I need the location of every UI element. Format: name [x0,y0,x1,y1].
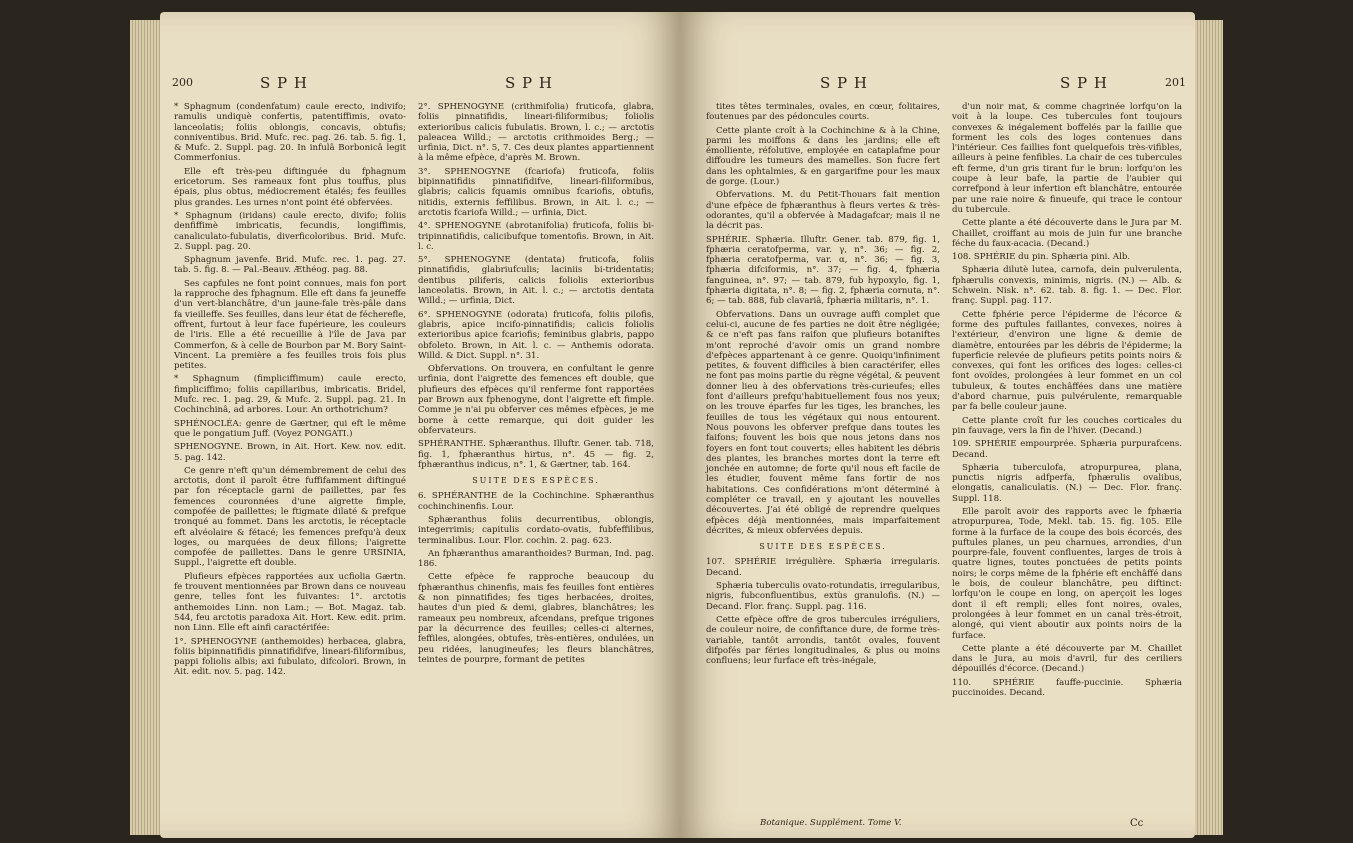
right-column-1 [706,102,940,669]
paragraph: Cette plante a été découverte dans le Jura par M. Chaillet, croiffant au mois de juin fur une branche féche du faux-acacia. (Decand.) [952,218,1182,249]
paragraph: * Sphagnum (iridans) caule erecto, divifo; foliis denfiffimè imbricatis, fecundis, longiffimis, canaliculato-fubulatis, diverficoloribus. Brid. Mufc. 2. Suppl. pag. 20. [174,210,406,252]
left-column-2 [418,102,654,668]
paragraph: Sphæria tuberculofa, atropurpurea, plana, punctis nigris adfperfa, fphærulis ovalibus, elongatis, canaliculatis. (N.) — Dec. Flor. franç. Suppl. 118. [952,462,1182,504]
paragraph: 108. SPHÉRIE du pin. Sphæria pini. Alb. [952,252,1131,263]
paragraph: Cette plante croît fur les couches corticales du pin fauvage, vers la fin de l'hiver. (Decand.) [952,415,1182,436]
paragraph: 2°. SPHENOGYNE (crithmifolia) fruticofa, glabra, foliis pinnatifidis, lineari-filiformibus; foliolis exterioribus calicis fubulatis. Brown, l. c.; — arctotis paleacea Willd.; — arctotis crithmoides Berg.; — urfinia, Dict. n°. 5, 7. Ces deux plantes appartiennent à la même efpèce, d'après M. Brown. [418,102,654,164]
paragraph: * Sphagnum (fimpliciffimum) caule erecto, fimpliciffimo; foliis capillaribus, imbricatis. Bridel, Mufc. rec. 1. pag. 29, & Mufc. 2. Suppl. pag. 21. In Cochinchinâ, ad arbores. Lour. An orthotrichum? [174,374,406,416]
signature-mark: Cc [1130,818,1144,829]
left-page-edges [130,20,160,835]
running-head-left-col1: S P H [260,74,308,92]
page-footer: Botanique. Supplément. Tome V. [760,818,902,828]
paragraph: 3°. SPHENOGYNE (fcariofa) fruticofa, foliis bipinnatifidis pinnatifidifve, lineari-filiformibus, glabris; calicis fquamis omnibus fcariofis, obtufis, nitidis, externis feffilibus. Brown, in Ait. l. c.; — arctotis fcariofa Willd.; — urfinia, Dict. [418,166,654,218]
paragraph: Elle paroît avoir des rapports avec le fphæria atropurpurea, Tode, Mekl. tab. 15. fig. 105. Elle forme à la furface de la coupe des bois écorcés, des puftules planes, un peu charnues, arrondies, d'un pourpre-fale, fouvent confluentes, larges de trois à quatre lignes, toutes ponctuées de petits points noirs; le corps même de la fphérie eft enchâffé dans le bois, de couleur blanchâtre, peu diftinct: lorfqu'on le coupe en long, on aperçoit les loges dont il eft rempli; elles font noires, ovales, prolongées à leur fommet en un canal très-étroit, alongé, qui vient aboutir aux points noirs de la furface. [952,506,1182,641]
paragraph: 6°. SPHENOGYNE (odorata) fruticofa, foliis pilofis, glabris, apice incifo-pinnatifidis; calicis foliolis exterioribus apice fcariofis; feminibus glabris, pappo obfoleto. Brown, in Ait. l. c. — Anthemis odorata. Willd. & Dict. Suppl. n°. 31. [418,309,654,361]
paragraph: 1°. SPHENOGYNE (anthemoides) herbacea, glabra, foliis bipinnatifidis pinnatifidifve, lineari-filiformibus, pappi foliolis albis; axi fubulato, difcolori. Brown, in Ait. edit. nov. 5. pag. 142. [174,636,406,678]
paragraph: Sphagnum javenfe. Brid. Mufc. rec. 1. pag. 27. tab. 5. fig. 8. — Pal.-Beauv. Æthéog. pag. 88. [174,255,406,276]
paragraph: SPHÉRANTHE. Sphæranthus. Illuftr. Gener. tab. 718, fig. 1, fphæranthus hirtus, n°. 45 — fig. 2, fphæranthus indicus, n°. 1, & Gærtner, tab. 164. [418,439,654,470]
page-number-left: 200 [172,76,193,89]
paragraph: Cette efpèce offre de gros tubercules irréguliers, de couleur noire, de confiftance dure, de forme très-variable, tantôt arrondis, tantôt ovales, fouvent difpofés par féries longitudinales, & plus ou moins confluens; leur furface eft très-inégale, [706,614,940,667]
paragraph: Sphæria tuberculis ovato-rotundatis, irregularibus, nigris, fubconfluentibus, extùs granulofis. (N.) — Decand. Flor. franç. Suppl. pag. 116. [706,581,940,612]
paragraph: Sphæranthus foliis decurrentibus, oblongis, integerrimis; capitulis cordato-ovatis, fubfeffilibus, terminalibus. Lour. Flor. cochin. 2. pag. 623. [418,514,654,546]
paragraph: 6. SPHÉRANTHE de la Cochinchine. Sphæranthus cochinchinenfis. Lour. [418,491,654,512]
paragraph: SUITE DES ESPÈCES. [472,476,600,486]
paragraph: Obfervations. M. du Petit-Thouars fait mention d'une efpèce de fphæranthus à fleurs vertes & très-odorantes, qu'il a obfervée à Madagafcar; mais il ne la décrit pas. [706,190,940,232]
paragraph: SPHÉNOCLÉA: genre de Gærtner, qui eft le même que le pongatium Juff. (Voyez PONGATI.) [174,418,406,439]
paragraph: Cette efpèce fe rapproche beaucoup du fphæranthus chinenfis, mais fes feuilles font entières & non pinnatifides; fes tiges herbacées, droites, hautes d'un pied & demi, glabres, blanchâtres; les rameaux peu nombreux, afcendans, prefque trigones par la décurrence des feuilles; celles-ci alternes, feffiles, alongées, obtufes, très-entières, ondulées, un peu ridées, lanugineufes; les fleurs blanchâtres, teintes de pourpre, formant de petites [418,572,654,665]
paragraph: Ce genre n'eft qu'un démembrement de celui des arctotis, dont il paroît être fuffifamment diftingué par fon réceptacle garni de paillettes, par fes femences couronnées d'une aigrette fimple, compofée de paillettes; le ftigmate dilaté & prefque tronqué au fommet. Dans les arctotis, le réceptacle eft alvéolaire & fétacé; les femences prefqu'à deux loges, ou marquées de deux fillons; l'aigrette compofée de paillettes. Dans le genre URSINIA, Suppl., l'aigrette eft double. [174,465,406,569]
paragraph: Cette plante a été découverte par M. Chaillet dans le Jura, au mois d'avril, fur des ceriliers dépouillés d'écorce. (Decand.) [952,643,1182,675]
paragraph: d'un noir mat, & comme chagrinée lorfqu'on la voit à la loupe. Ces tubercules font toujours convexes & inégalement boffelés par la faillie que forment les cols des loges contenues dans l'intérieur. Ces faillies font quelquefois très-vifibles, ailleurs à peine fenfibles. La chair de ces tubercules eft ferme, d'un gris tirant fur le brun: lorfqu'on les coupe à leur bafe, la partie de l'aubier qui correfpond à leur infertion eft blanchâtre, entourée par une raie noire & finueufe, qui trace le contour du tubercule. [952,102,1182,215]
left-page [160,12,680,838]
paragraph: Ses capfules ne font point connues, mais fon port la rapproche des fphagnum. Elle eft dans fa jeuneffe d'un vert-blanchâtre, d'un jaune-fale très-pâle dans fa vieilleffe. Ses feuilles, dans leur état de fécherefle, offrent, furtout à leur face fupérieure, les couleurs de l'iris. Elle a été recueillie à l'île de Java par Commerfon, & à celle de Bourbon par M. Bory Saint-Vincent. La première a fes feuilles trois fois plus petites. [174,278,406,372]
paragraph: An fphæranthus amaranthoides? Burman, Ind. pag. 186. [418,548,654,570]
running-head-right-col1: S P H [820,74,868,92]
paragraph: SUITE DES ESPÈCES. [759,542,887,552]
right-column-2 [952,102,1182,701]
left-column-1 [174,102,406,681]
paragraph: Obfervations. Dans un ouvrage auffi complet que celui-ci, aucune de fes parties ne doit être négligée; & ce n'eft pas fans raifon que plufieurs botaniftes m'ont reproché d'avoir omis un grand nombre d'efpèces appartenant à ce genre. Quoiqu'infiniment petites, & fouvent difficiles à bien caractérifer, elles ne font pas moins partie du règne végétal, & peuvent donner lieu à des obfervations très-curieufes; elles font d'ailleurs prefqu'habituellement fous nos yeux; on les trouve éparfes fur les tiges, les branches, les feuilles de tous les végétaux qui nous entourent. Nous pouvons les obferver prefque dans toutes les faifons; fouvent les bois que nous jetons dans nos foyers en font tout couverts; elles habitent les débris des plantes, les branches mortes dont la terre eft jonchée en automne; de forte qu'il nous eft facile de les étudier, fouvent même fans fortir de nos habitations. Ces confidérations m'ont déterminé à compléter ce travail, en y ajoutant les nouvelles découvertes. J'ai été obligé de reprendre quelques efpèces déjà mentionnées, mais imparfaitement décrites, & mieux obfervées depuis. [706,309,940,536]
right-page-edges [1195,20,1223,835]
paragraph: Plufieurs efpèces rapportées aux ucfiolia Gærtn. fe trouvent mentionnées par Brown dans ce nouveau genre, telles font les fuivantes: 1°. arctotis anthemoides Linn. non Lam.; — Bot. Magaz. tab. 544, feu arctotis paradoxa Ait. Hort. Kew. edit. prim. non Linn. Elle eft ainfi caractérifée: [174,571,406,634]
paragraph: 4°. SPHENOGYNE (abrotanifolia) fruticofa, foliis bi-tripinnatifidis, calicibufque tomentofis. Brown, in Ait. l. c. [418,221,654,252]
paragraph: 109. SPHÉRIE empourprée. Sphæria purpurafcens. Decand. [952,439,1182,460]
page-number-right: 201 [1165,76,1186,89]
paragraph: 110. SPHÉRIE fauffe-puccinie. Sphæria puccinoides. Decand. [952,677,1182,699]
paragraph: SPHÉRIE. Sphæria. Illuftr. Gener. tab. 879, fig. 1, fphæria ceratofperma, var. γ, n°. 36; — fig. 2, fphæria ceratofperma, var. α, n°. 36; — fig. 3, fphæria difciformis, n°. 37; — fig. 4, fphæria fanguinea, n°. 97; — tab. 879, fub hypoxylo, fig. 1, fphæria digitata, n°. 8; — fig. 2, fphæria cornuta, n°. 6; — tab. 888, fub clavariâ, fphæria militaris, n°. 1. [706,234,940,307]
running-head-left-col2: S P H [505,74,553,92]
paragraph: SPHENOGYNE. Brown, in Ait. Hort. Kew. nov. edit. 5. pag. 142. [174,442,406,463]
paragraph: Elle eft très-peu diftinguée du fphagnum ericetorum. Ses rameaux font plus touffus, plus épais, plus obtus, médiocrement étalés; fes feuilles plus grandes. Les urnes n'ont point été obfervées. [174,166,406,208]
paragraph: Cette plante croît à la Cochinchine & à la Chine, parmi les moiffons & dans les jardins; elle eft émolliente, réfolutive, employée en cataplafme pour diffoudre les tumeurs des mamelles. Son fucre fert dans les ophtalmies, & en gargarifme pour les maux de gorge. (Lour.) [706,125,940,188]
paragraph: 107. SPHÉRIE irrégulière. Sphæria irregularis. Decand. [706,557,940,578]
right-page [680,12,1195,838]
paragraph: tites têtes terminales, ovales, en cœur, folitaires, foutenues par des pédoncules courts. [706,102,940,123]
paragraph: 5°. SPHENOGYNE (dentata) fruticofa, foliis pinnatifidis, glabriufculis; laciniis bi-tridentatis; dentibus piliferis, calicis foliolis exterioribus lanceolatis. Brown, in Ait. l. c.; — arctotis dentata Willd.; — urfinia, Dict. [418,255,654,307]
paragraph: Sphæria dilutè lutea, carnofa, deìn pulverulenta, fphærulis convexis, minimis, nigris. (N.) — Alb. & Schwein. Nisk. n°. 62. tab. 8. fig. 1. — Dec. Flor. franç. Suppl. pag. 117. [952,265,1182,307]
paragraph: Obfervations. On trouvera, en confultant le genre urfinia, dont l'aigrette des femences eft double, que plufieurs des efpèces qu'il renferme font rapportées par Brown aux fphenogyne, dont l'aigrette eft fimple. Comme je n'ai pu obferver ces mêmes efpèces, je me borne à cette remarque, qui doit guider les obfervateurs. [418,364,654,436]
running-head-right-col2: S P H [1060,74,1108,92]
paragraph: * Sphagnum (condenfatum) caule erecto, indivifo; ramulis undiquè confertis, patentiffimis, ovato-lanceolatis; foliis oblongis, concavis, obtufis; conniventibus. Brid. Mufc. rec. pag. 26. tab. 5. fig. 1, & Mufc. 2. Suppl. pag. 20. In infulâ Borbonicâ legit Commerfonius. [174,102,406,164]
paragraph: Cette fphérie perce l'épiderme de l'écorce & forme des puftules faillantes, convexes, noires à l'extérieur, d'environ une ligne & demie de diamètre, entourées par les débris de l'épiderme; la fuperficie relevée de plufieurs petits points noirs & convexes, qui font les orifices des loges: celles-ci font ovoïdes, prolongées à leur fommet en un col tubuleux, & toutes enchâffées dans une matière d'abord charnue, puis pulvérulente, remarquable par fa belle couleur jaune. [952,309,1182,413]
